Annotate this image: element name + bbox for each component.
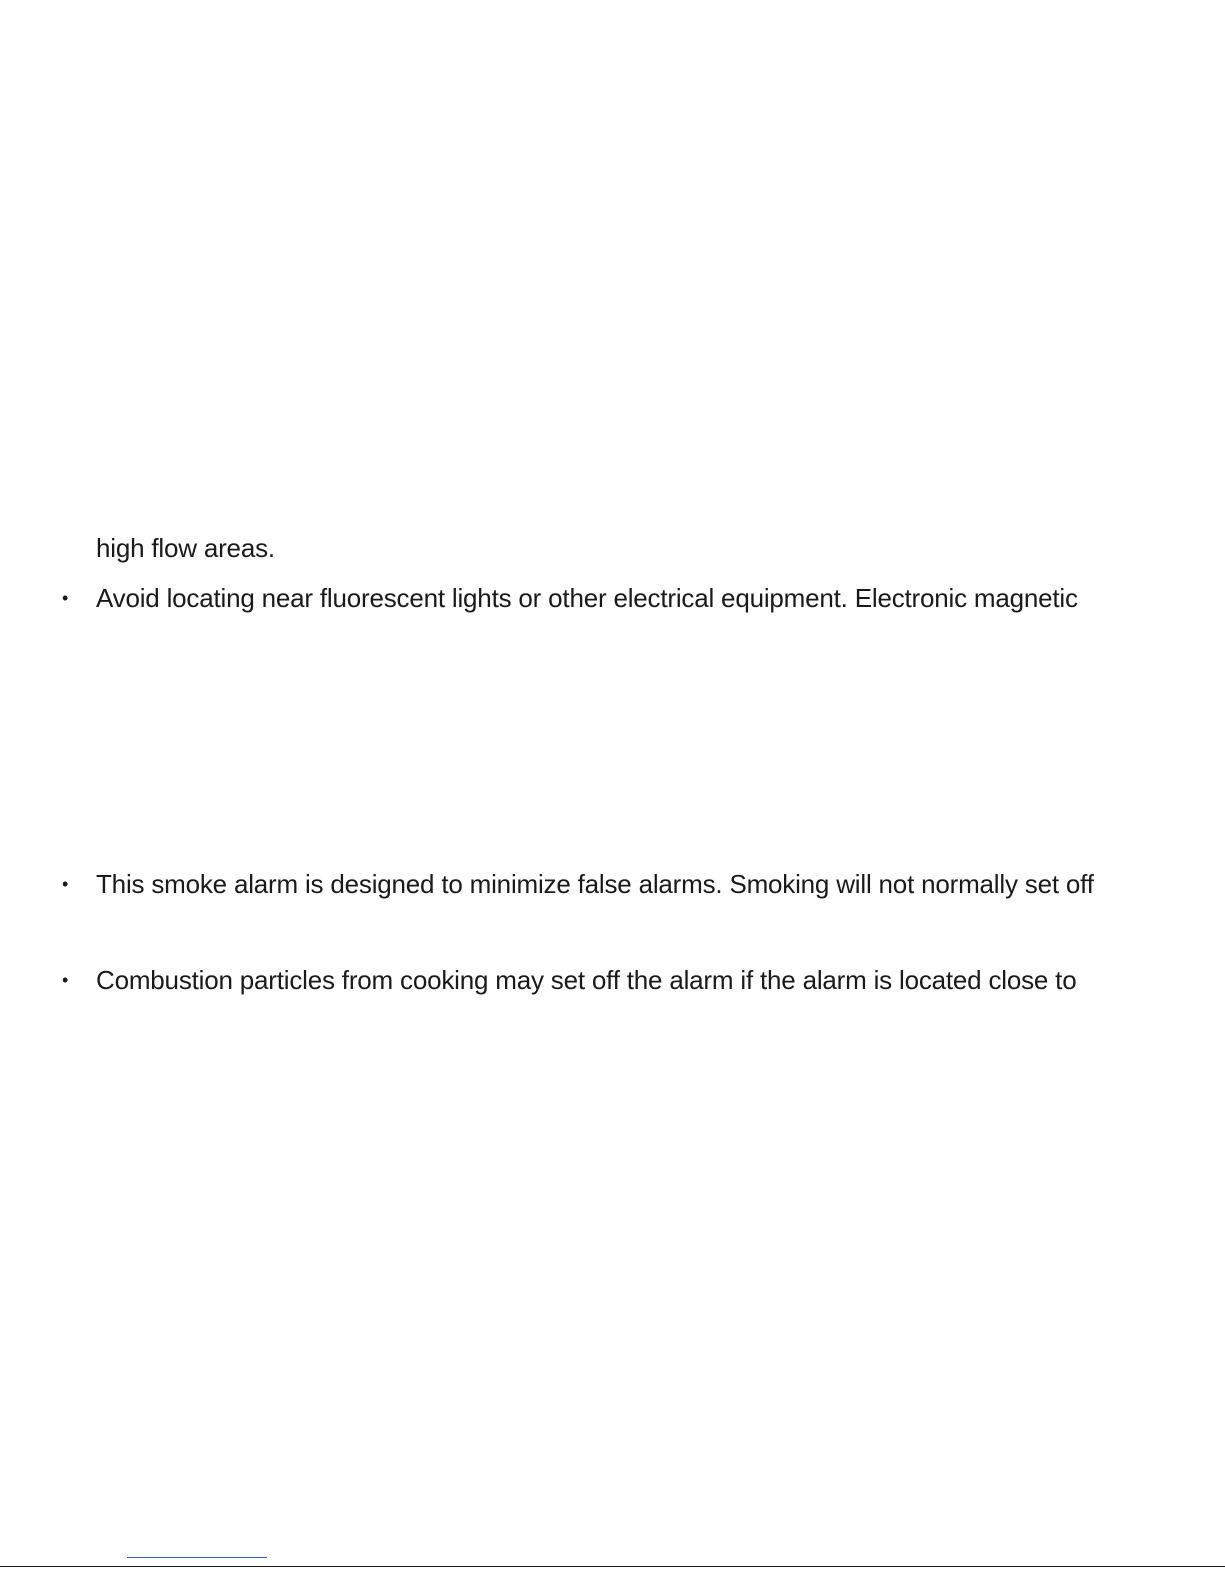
page-bottom-divider <box>0 1566 1225 1567</box>
bullet-text-false-alarms: This smoke alarm is designed to minimize false alarms. Smoking will not normally set off <box>96 869 1094 899</box>
paragraph-continuation-line: high flow areas. <box>96 533 275 563</box>
footnote-divider <box>127 1557 267 1558</box>
bullet-icon: • <box>62 970 69 990</box>
bullet-icon: • <box>62 588 69 608</box>
bullet-text-combustion-particles: Combustion particles from cooking may set off the alarm if the alarm is located close to <box>96 965 1077 995</box>
bullet-text-fluorescent-lights: Avoid locating near fluorescent lights or other electrical equipment. Electronic magnetic <box>96 583 1078 613</box>
bullet-icon: • <box>62 874 69 894</box>
